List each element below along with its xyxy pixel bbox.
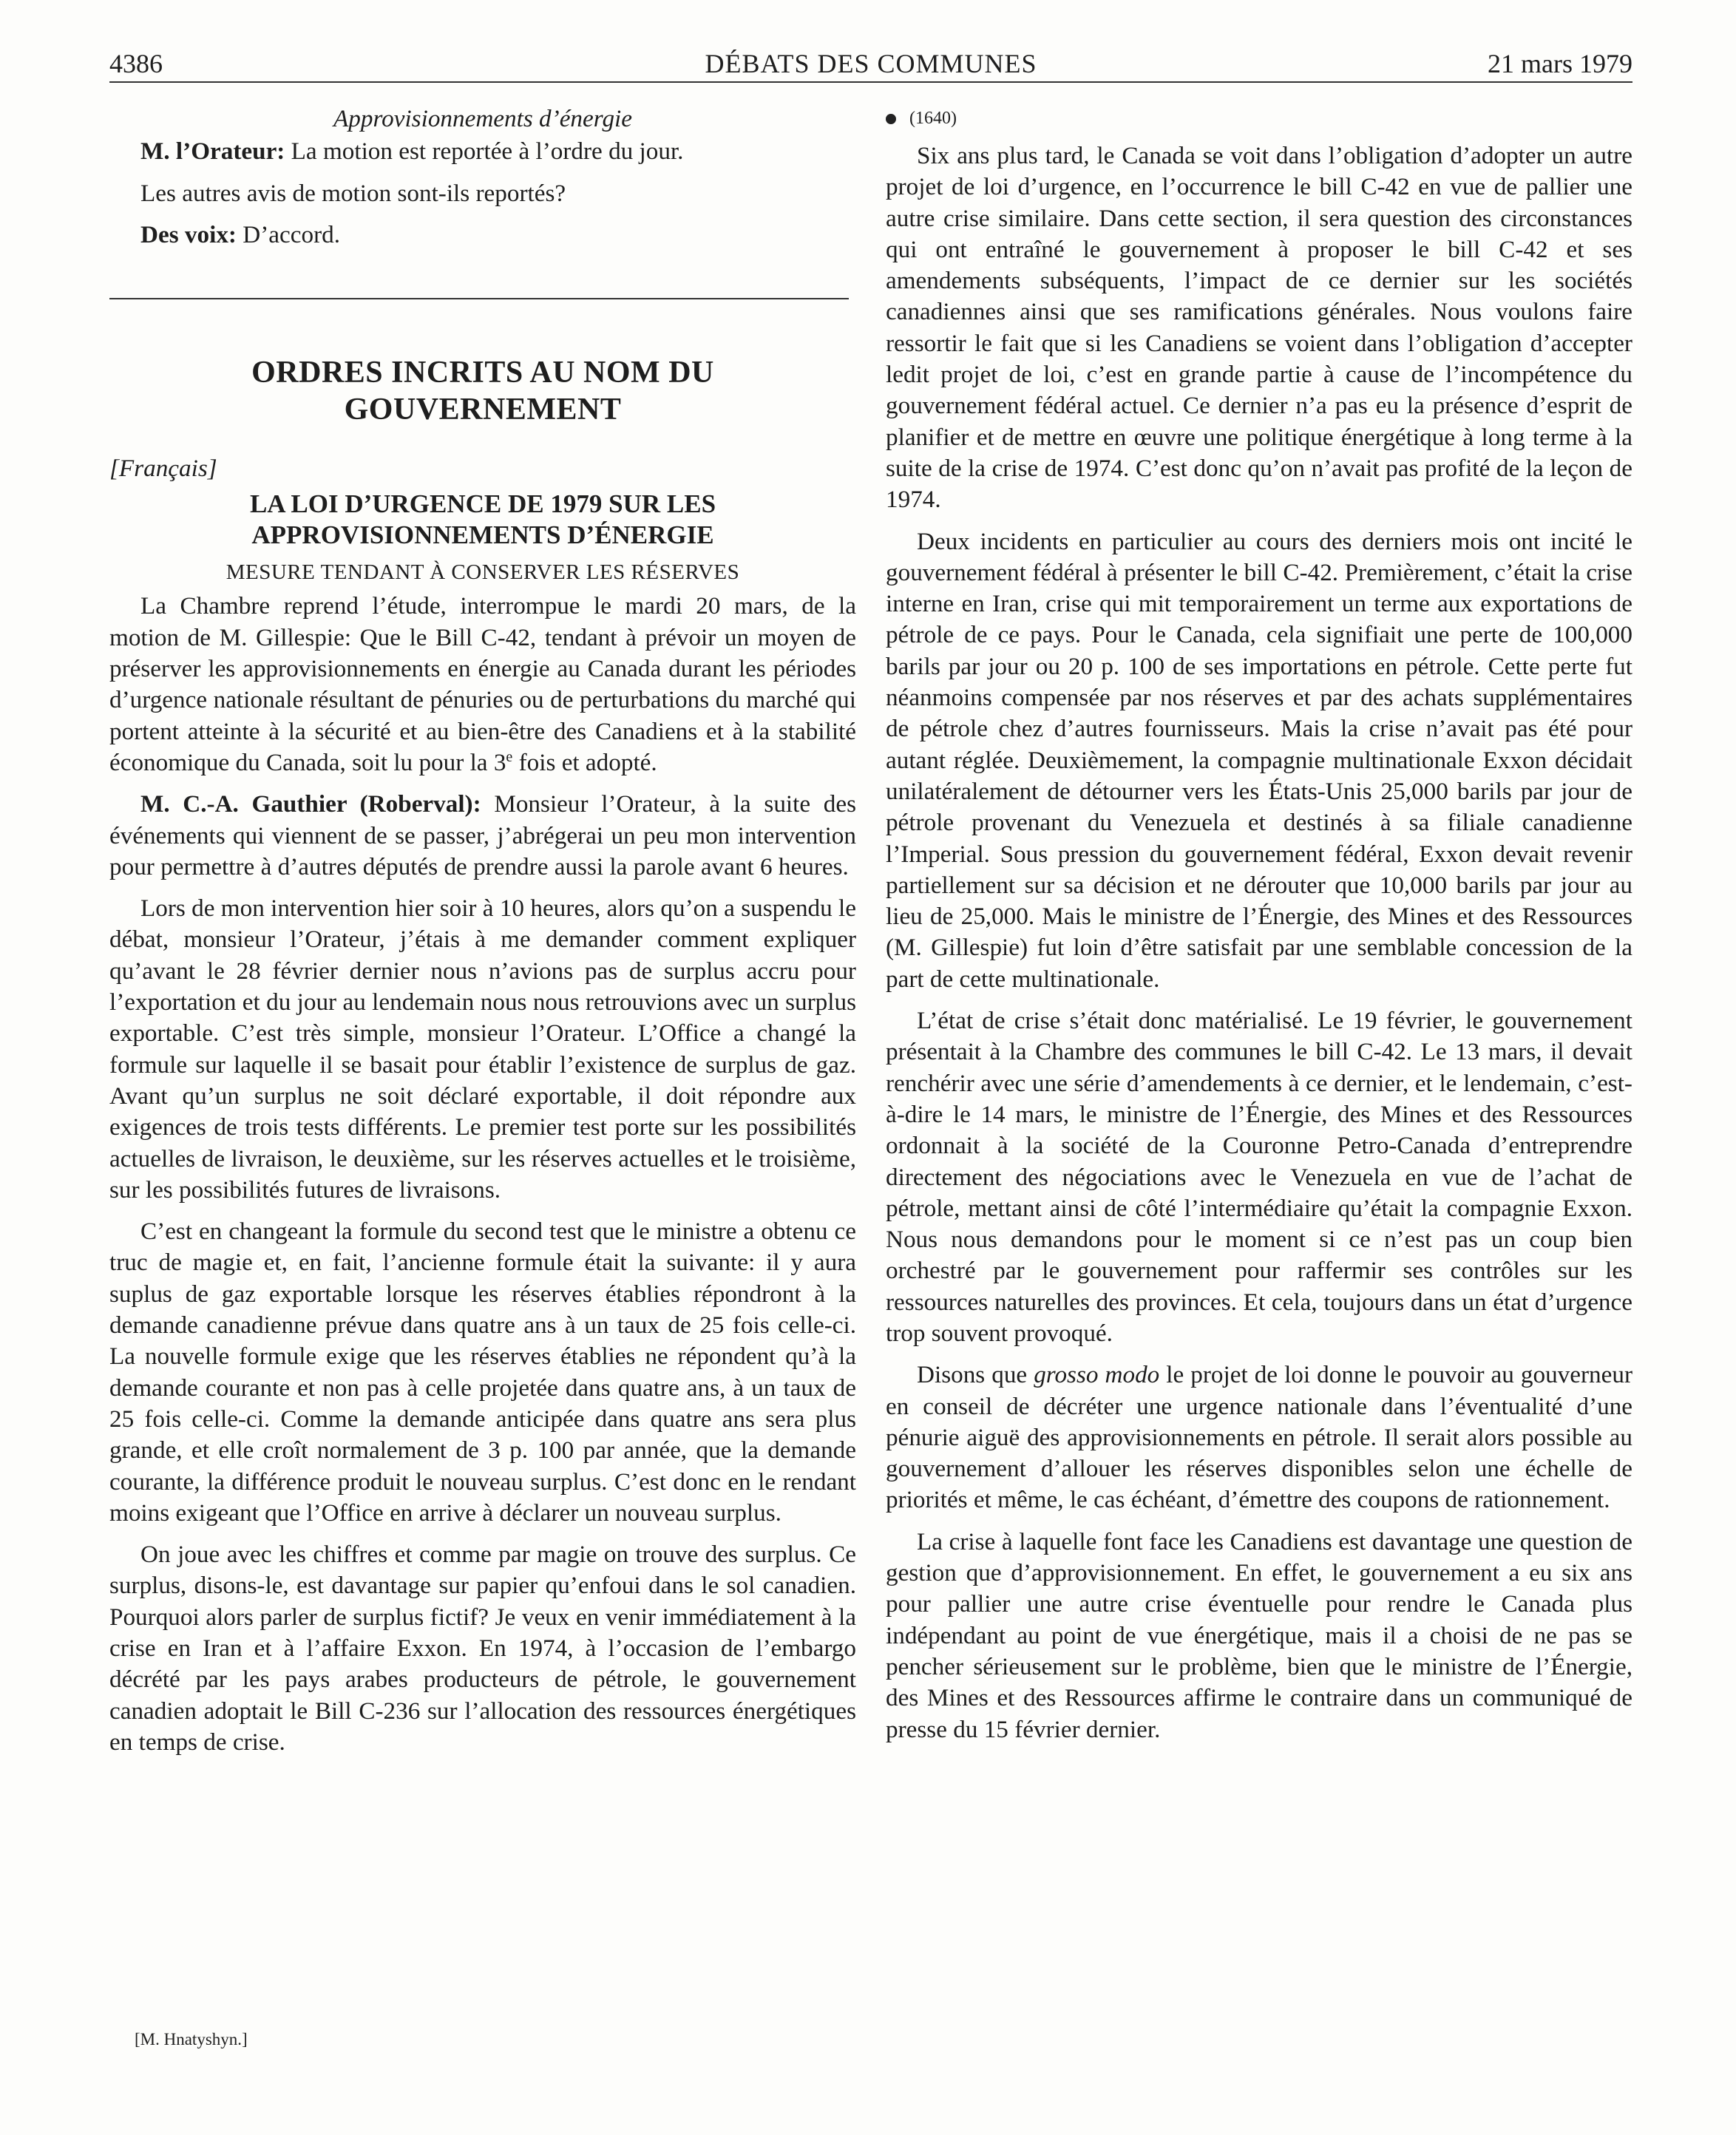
section-divider: [109, 298, 849, 299]
bill-heading: LA LOI D’URGENCE DE 1979 SUR LES APPROVISIONNEMENTS D’ÉNERGIE: [249, 489, 716, 550]
paragraph: [109, 591, 856, 778]
paragraph: Lors de mon intervention hier soir à 10 heures, alors qu’on a suspendu le débat, monsieur l’Orateur, j’étais à me demander comment expliquer qu’avant le 28 février dernier nous n’avions pas de surplus accru pour l’exportation et du jour au lendemain nous nous retrouvions avec un surplus exportable. C’est très simple, monsieur l’Orateur. L’Office a changé la formule sur laquelle il se basait pour établir l’existence de surplus de gaz. Avant qu’un surplus ne soit déclaré exportable, il doit répondre aux exigences de trois tests différents. Le premier test porte sur les possibilités actuelles de livraison, le deuxième, sur les réserves actuelles et le troisième, sur les possibilités futures de livraisons.: [109, 895, 856, 1204]
speaker-name: M. C.-A. Gauthier (Roberval):: [140, 790, 481, 818]
page-number: 4386: [109, 49, 163, 78]
section-subtitle: Approvisionnements d’énergie: [333, 105, 632, 132]
running-header: [109, 46, 1632, 83]
language-tag: [Français]: [109, 455, 217, 483]
speaker-name: M. l’Orateur:: [140, 138, 285, 166]
left-column: [109, 103, 856, 1768]
paragraph-text: le projet de loi donne le pouvoir au gouverneur en conseil de décréter une urgence nationale dans l’éventualité d’une pénurie aiguë des approvisionnements en pétrole. Il serait alors possible au gouvernement d’allouer les réserves disponibles selon une échelle de priorités et même, le cas échéant, d’émettre des coupons de rationnement.: [886, 1361, 1633, 1514]
paragraph: C’est en changeant la formule du second test que le ministre a obtenu ce truc de magie et, en fait, l’ancienne formule était la suivante: il y aura suplus de gaz exportable lorsque les réserves établies répondront à la demande canadienne prévue dans quatre ans à un taux de 25 fois celle-ci. La nouvelle formule exige que les réserves établies ne répondent qu’à la demande courante et non pas à celle projetée dans quatre ans, à un taux de 25 fois celle-ci. Comme la demande anticipée dans quatre ans sera plus grande, et elle croît normalement de 3 p. 100 par année, que la demande courante, la différence produit le nouveau surplus. C’est donc en le rendant moins exigeant que l’Office en arrive à déclarer un nouveau surplus.: [109, 1218, 856, 1527]
time-marker: [886, 103, 1632, 133]
paragraph-text: La motion est reportée à l’ordre du jour.: [285, 138, 684, 166]
italic-phrase: grosso modo: [1034, 1361, 1160, 1389]
speaker-name: Des voix:: [140, 220, 237, 248]
bullet-icon: [886, 114, 896, 124]
speaker-paragraph: [109, 220, 856, 251]
speaker-note: [M. Hnatyshyn.]: [135, 2030, 248, 2049]
paragraph: La crise à laquelle font face les Canadiens est davantage une question de gestion que d’approvisionnement. En effet, le gouvernement a eu six ans pour pallier une autre crise éventuelle pour rendre le Canada plus indépendant au point de vue énergétique, mais il a choisi de ne pas se pencher sérieusement sur le problème, bien que le ministre de l’Énergie, des Mines et des Ressources affirme le contraire dans un communiqué de presse du 15 février dernier.: [886, 1527, 1632, 1743]
section-heading: ORDRES INCRITS AU NOM DU GOUVERNEMENT: [251, 356, 714, 427]
speaker-paragraph: [109, 136, 856, 167]
paragraph: Les autres avis de motion sont-ils reportés?: [140, 179, 566, 207]
publication-title: DÉBATS DES COMMUNES: [705, 49, 1037, 78]
paragraph: Six ans plus tard, le Canada se voit dans l’obligation d’adopter un autre projet de loi d’urgence, en l’occurrence le bill C-42 en vue de pallier une autre crise similaire. Dans cette section, il sera question des circonstances qui ont entraîné le gouvernement à proposer le bill C-42 et ses amendements subséquents, l’impact de ce dernier sur les sociétés canadiennes ainsi que ses ramifications générales. Nous voulons faire ressortir le fait que si les Canadiens se voient dans l’obligation d’accepter ledit projet de loi, c’est en grande partie à cause de l’incompétence du gouvernement fédéral actuel. Ce dernier n’a pas eu la présence d’esprit de planifier et de mettre en œuvre une politique énergétique à long terme à la suite de la crise de 1974. C’est donc qu’on n’avait pas profité de la leçon de 1974.: [886, 142, 1632, 514]
paragraph-text: D’accord.: [236, 220, 341, 248]
paragraph-text: La Chambre reprend l’étude, interrompue le mardi 20 mars, de la motion de M. Gillespie: Que le Bill C-42, tendant à prévoir un moyen de préserver les approvisionnements en énergie au Canada durant les périodes d’urgence nationale résultant de pénuries ou de perturbations du marché qui portent atteinte à la sécurité et au bien-être des Canadiens et à la stabilité économique du Canada, soit lu pour la 3: [109, 592, 856, 776]
paragraph: On joue avec les chiffres et comme par magie on trouve des surplus. Ce surplus, disons-le, est davantage sur papier qu’enfoui dans le sol canadien. Pourquoi alors parler de surplus fictif? Je veux en venir immédiatement à la crise en Iran et à l’affaire Exxon. En 1974, à l’occasion de l’embargo décrété par les pays arabes producteurs de pétrole, le gouvernement canadien adoptait le Bill C-236 sur l’allocation des ressources énergétiques en temps de crise.: [109, 1541, 856, 1756]
paragraph-text: Disons que: [917, 1361, 1034, 1389]
issue-date: 21 mars 1979: [1488, 49, 1632, 78]
time-marker-text: (1640): [909, 109, 957, 128]
paragraph: L’état de crise s’était donc matérialisé. Le 19 février, le gouvernement présentait à la Chambre des communes le bill C-42. Le 13 mars, il devait renchérir avec une série d’amendements à ce dernier, et le lendemain, c’est-à-dire le 14 mars, le ministre de l’Énergie, des Mines et des Ressources ordonnait à la société de la Couronne Petro-Canada d’entreprendre directement des négociations avec le Venezuela en vue de l’achat de pétrole, mettant ainsi de côté l’intermédiaire qu’était la compagnie Exxon. Nous nous demandons pour le moment si ce n’est pas un coup bien orchestré par le gouvernement pour raffermir ses contrôles sur les ressources naturelles des provinces. Et cela, toujours dans un état d’urgence trop souvent provoqué.: [886, 1007, 1632, 1347]
paragraph: [886, 1360, 1632, 1515]
right-column: [886, 103, 1632, 1756]
paragraph-text: Monsieur l’Orateur, à la suite des événements qui viennent de se passer, j’abrégerai un peu mon intervention pour permettre à d’autres députés de prendre aussi la parole avant 6 heures.: [109, 790, 856, 880]
paragraph-text: fois et adopté.: [512, 748, 657, 776]
paragraph: Deux incidents en particulier au cours des derniers mois ont incité le gouvernement fédéral à présenter le bill C-42. Premièrement, c’était la crise interne en Iran, crise qui mit temporairement un terme aux exportations de pétrole de ce pays. Pour le Canada, cela signifiait une perte de 100,000 barils par jour ou 20 p. 100 de ses importations en pétrole. Cette perte fut néanmoins compensée par nos réserves et par des achats supplémentaires de pétrole chez d’autres fournisseurs. Mais la crise n’avait pas été pour autant réglée. Deuxièmement, la compagnie multinationale Exxon décidait unilatéralement de détourner vers les États-Unis 25,000 barils par jour de pétrole provenant du Venezuela et destinés à sa filiale canadienne l’Imperial. Sous pression du gouvernement fédéral, Exxon devait revenir partiellement sur sa décision et ne dérouter que 10,000 barils par jour au lieu de 25,000. Mais le ministre de l’Énergie, des Mines et des Ressources (M. Gillespie) fut loin d’être satisfait par une semblable concession de la part de cette multinationale.: [886, 527, 1632, 993]
superscript: e: [506, 748, 513, 765]
bill-subheading: MESURE TENDANT À CONSERVER LES RÉSERVES: [226, 560, 740, 585]
speaker-paragraph: [109, 789, 856, 883]
